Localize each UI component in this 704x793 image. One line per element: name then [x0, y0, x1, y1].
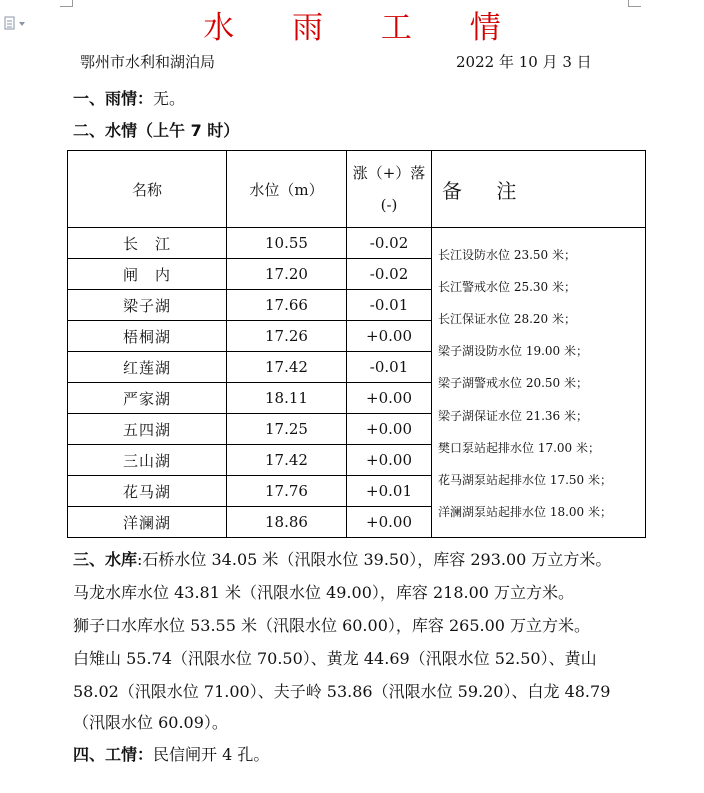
reservoir-line: 狮子口水库水位 53.55 米（汛限水位 60.00），库容 265.00 万立方米。: [73, 616, 591, 635]
level-change: -0.02: [347, 259, 432, 290]
remark-item: 长江警戒水位 25.30 米；: [438, 279, 576, 294]
station-name: 闸 内: [68, 259, 227, 290]
level-change: +0.00: [347, 321, 432, 352]
water-level: 17.42: [227, 352, 347, 383]
remark-item: 梁子湖保证水位 21.36 米；: [438, 408, 588, 423]
level-change: -0.01: [347, 290, 432, 321]
rain-text: 无。: [153, 89, 186, 108]
works-section: [73, 742, 269, 765]
header-change-bottom: (-): [380, 196, 398, 214]
remark-item: 樊口泵站起排水位 17.00 米；: [438, 440, 600, 455]
station-name: 花马湖: [68, 476, 227, 507]
reservoir-section: [73, 547, 611, 570]
water-level: 10.55: [227, 228, 347, 259]
station-name: 梧桐湖: [68, 321, 227, 352]
table-row: [68, 228, 646, 259]
remark-item: 梁子湖警戒水位 20.50 米；: [438, 376, 588, 391]
station-name: 红莲湖: [68, 352, 227, 383]
header-change-top: 涨（+）落: [352, 164, 426, 182]
header-remark: 备 注: [432, 151, 646, 228]
header-change: [347, 151, 432, 228]
rain-label: 一、雨情：: [73, 89, 154, 108]
water-level: 17.76: [227, 476, 347, 507]
water-label: 二、水情（上午 7 时）: [73, 121, 240, 140]
water-level: 17.20: [227, 259, 347, 290]
header-level: 水位（m）: [227, 151, 347, 228]
water-level: 17.25: [227, 414, 347, 445]
station-name: 长 江: [68, 228, 227, 259]
organization-name: 鄂州市水利和湖泊局: [80, 53, 216, 71]
level-change: +0.00: [347, 507, 432, 538]
remark-item: 洋澜湖泵站起排水位 18.00 米；: [438, 505, 612, 520]
page-title: 水 雨 工 情: [203, 10, 525, 46]
remark-item: 花马湖泵站起排水位 17.50 米；: [438, 472, 612, 487]
station-name: 洋澜湖: [68, 507, 227, 538]
water-level: 17.66: [227, 290, 347, 321]
level-change: +0.00: [347, 383, 432, 414]
reservoir-line: （汛限水位 60.09）。: [73, 713, 228, 732]
reservoir-label: 三、水库: [73, 550, 138, 569]
water-level: 18.11: [227, 383, 347, 414]
level-change: +0.01: [347, 476, 432, 507]
water-level: 17.26: [227, 321, 347, 352]
level-change: +0.00: [347, 414, 432, 445]
station-name: 严家湖: [68, 383, 227, 414]
station-name: 梁子湖: [68, 290, 227, 321]
reservoir-line: 58.02（汛限水位 71.00）、夫子岭 53.86（汛限水位 59.20）、白龙 48.79: [73, 682, 611, 701]
water-level-table: [67, 150, 646, 538]
level-change: -0.02: [347, 228, 432, 259]
report-date: 2022 年 10 月 3 日: [456, 53, 592, 71]
rain-section: [73, 86, 185, 109]
remarks-cell: [432, 228, 646, 538]
level-change: +0.00: [347, 445, 432, 476]
works-text: 民信闸开 4 孔。: [153, 745, 270, 764]
level-change: -0.01: [347, 352, 432, 383]
header-name: 名称: [68, 151, 227, 228]
remark-item: 梁子湖设防水位 19.00 米；: [438, 344, 588, 359]
water-section: [73, 118, 239, 141]
reservoir-line: 白雉山 55.74（汛限水位 70.50）、黄龙 44.69（汛限水位 52.50）、黄山: [73, 649, 597, 668]
works-label: 四、工情：: [73, 745, 154, 764]
reservoir-line: :石桥水位 34.05 米（汛限水位 39.50），库容 293.00 万立方米。: [137, 550, 612, 569]
remark-item: 长江保证水位 28.20 米；: [438, 312, 576, 327]
station-name: 三山湖: [68, 445, 227, 476]
table-header-row: [68, 151, 646, 228]
reservoir-line: 马龙水库水位 43.81 米（汛限水位 49.00），库容 218.00 万立方米。: [73, 583, 575, 602]
water-level: 17.42: [227, 445, 347, 476]
water-level: 18.86: [227, 507, 347, 538]
station-name: 五四湖: [68, 414, 227, 445]
remark-item: 长江设防水位 23.50 米；: [438, 247, 576, 262]
